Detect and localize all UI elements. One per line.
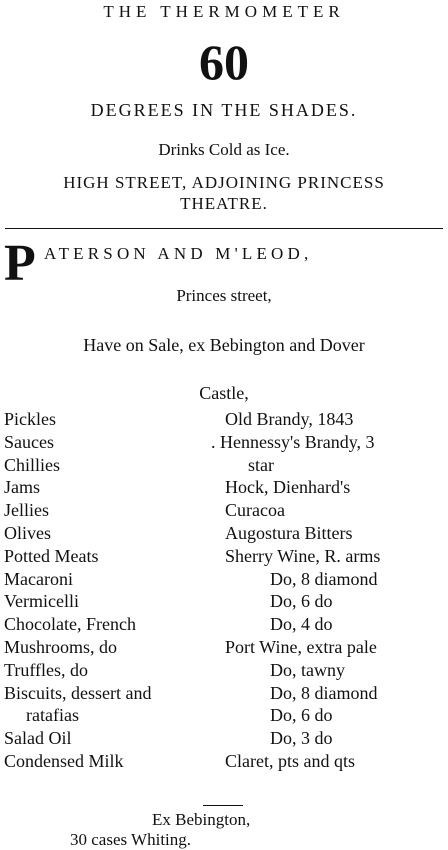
sale-notice-line2: Castle, — [199, 383, 249, 403]
list-item: Pickles — [4, 409, 56, 429]
list-item: Sauces — [4, 431, 54, 452]
drop-cap-letter: P — [4, 235, 36, 292]
list-item: Potted Meats — [4, 545, 99, 566]
list-item: Vermicelli — [4, 591, 79, 612]
address-line-theatre: THEATRE. — [180, 194, 268, 213]
heading-the-thermometer: THE THERMOMETER — [103, 2, 345, 21]
firm-street: Princes street, — [176, 286, 272, 305]
address-line-high-street: HIGH STREET, ADJOINING PRINCESS — [63, 173, 385, 192]
list-item: Mushrooms, do — [4, 636, 118, 657]
list-item: Chillies — [4, 454, 61, 475]
firm-name — [4, 235, 444, 292]
sale-notice-line1: Have on Sale, ex Bebington and Dover — [83, 335, 365, 355]
list-item: Do, 6 do — [270, 705, 333, 726]
divider-rule — [5, 228, 443, 229]
list-item: Do, 4 do — [270, 614, 333, 635]
list-item: Curacoa — [225, 500, 285, 521]
firm-name-text: ATERSON AND M'LEOD, — [44, 244, 313, 263]
list-item: Old Brandy, 1843 — [225, 409, 354, 429]
list-item: Sherry Wine, R. arms — [225, 545, 381, 566]
list-item: Jellies — [4, 500, 49, 521]
heading-degrees-in-shades: DEGREES IN THE SHADES. — [90, 100, 358, 120]
list-item: . Hennessy's Brandy, 3 — [211, 431, 375, 452]
list-item: ratafias — [26, 705, 79, 726]
list-item: Macaroni — [4, 568, 73, 589]
temperature-figure: 60 — [199, 34, 249, 90]
list-item: Truffles, do — [4, 659, 89, 680]
list-item: Biscuits, dessert and — [4, 682, 152, 703]
list-item: Do, 3 do — [270, 728, 333, 749]
list-item: Hock, Dienhard's — [225, 477, 351, 498]
list-item: Do, 8 diamond — [270, 568, 378, 589]
list-item: Jams — [4, 477, 40, 498]
list-item: Chocolate, French — [4, 614, 136, 635]
list-item: Claret, pts and qts — [225, 750, 355, 771]
tagline-drinks-cold: Drinks Cold as Ice. — [158, 140, 290, 159]
list-item: Port Wine, extra pale — [225, 636, 377, 657]
right-goods-list — [0, 408, 448, 773]
list-item: star — [248, 454, 274, 475]
list-item: Olives — [4, 522, 51, 543]
footer-line-ex-bebington: Ex Bebington, — [152, 810, 251, 829]
list-item: Salad Oil — [4, 728, 72, 749]
list-item: Augostura Bitters — [225, 522, 353, 543]
short-divider-rule — [203, 805, 243, 806]
list-item: Do, 6 do — [270, 591, 333, 612]
footer-line-whiting: 30 cases Whiting. — [70, 830, 192, 849]
list-item: Do, 8 diamond — [270, 682, 378, 703]
list-item: Do, tawny — [270, 659, 345, 680]
list-item: Condensed Milk — [4, 750, 124, 771]
